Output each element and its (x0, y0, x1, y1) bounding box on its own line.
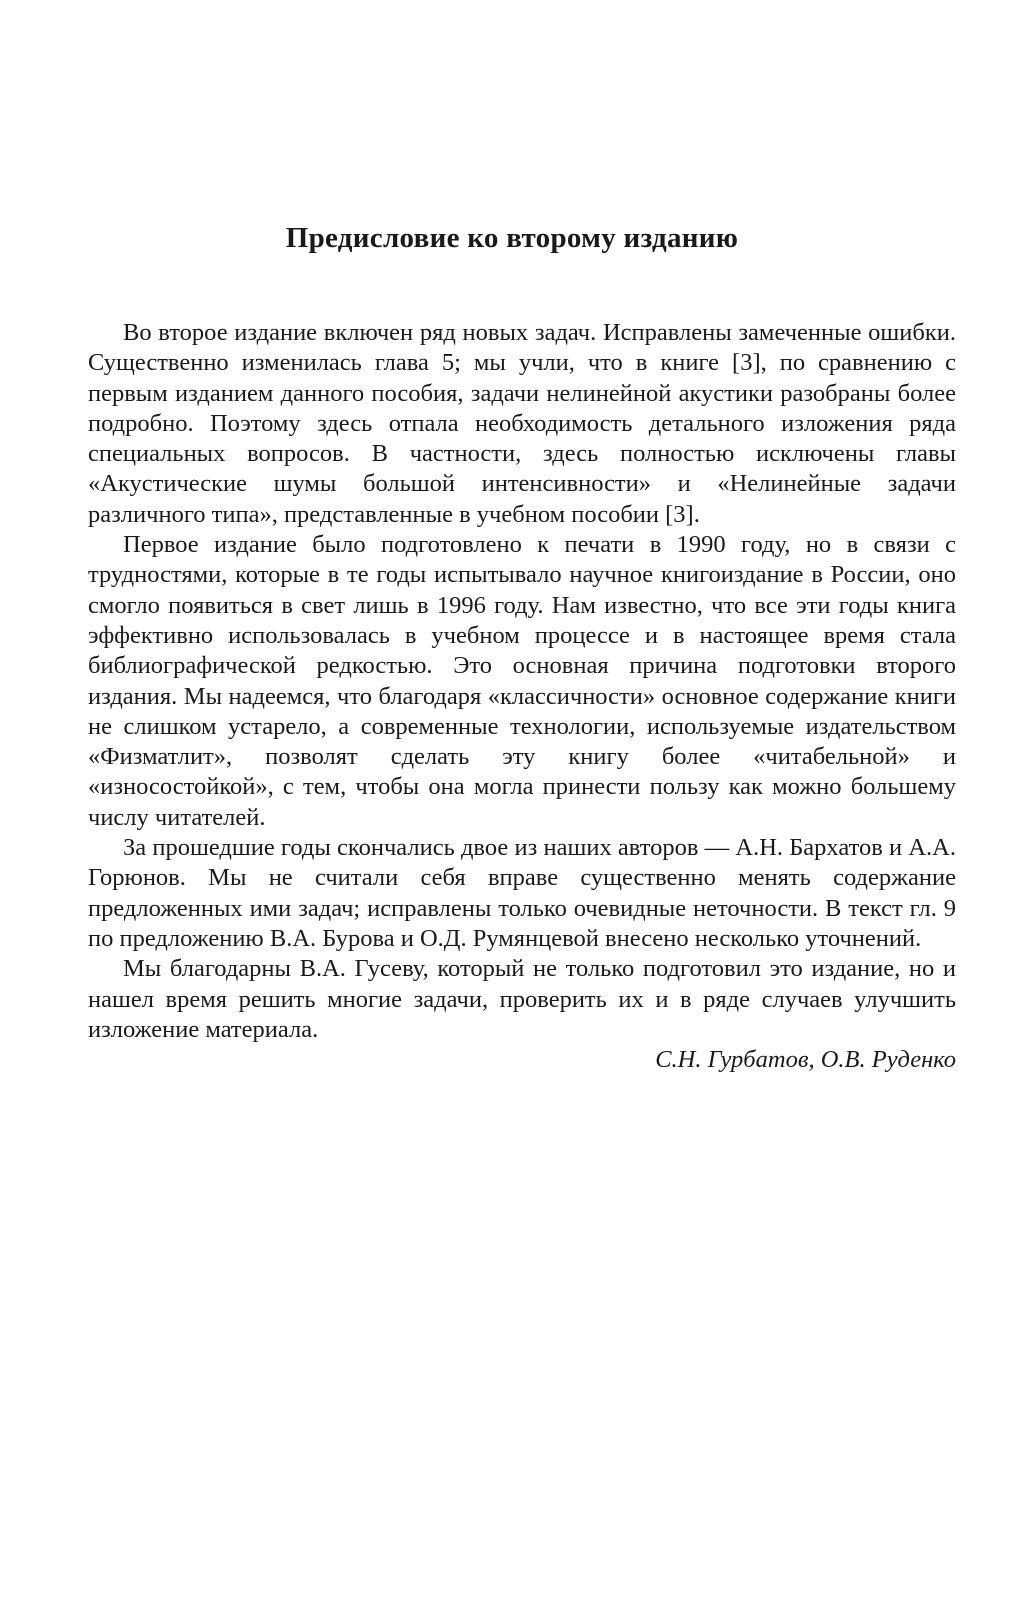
paragraph-3: За прошедшие годы скончались двое из наших авторов — А.Н. Бархатов и А.А. Горюнов. Мы не считали себя вправе существенно менять содержание предложенных ими задач; исправлены только очевидные неточности. В текст гл. 9 по предложению В.А. Бурова и О.Д. Румянцевой внесено несколько уточнений. (88, 834, 956, 952)
paragraph-2: Первое издание было подготовлено к печати в 1990 году, но в связи с трудностями, которые в те годы испытывало научное книгоиздание в России, оно смогло появиться в свет лишь в 1996 году. Нам известно, что все эти годы книга эффективно использовалась в учебном процессе и в настоящее время стала библиографической редкостью. Это основная причина подготовки второго издания. Мы надеемся, что благодаря «классичности» основное содержание книги не слишком устарело, а современные технологии, используемые издательством «Физматлит», позволят сделать эту книгу более «читабельной» и «износостойкой», с тем, чтобы она могла принести пользу как можно большему числу читателей. (88, 531, 956, 831)
preface-body (88, 318, 956, 1075)
paragraph-1: Во второе издание включен ряд новых задач. Исправлены замеченные ошибки. Существенно изменилась глава 5; мы учли, что в книге [3], по сравнению с первым изданием данного пособия, задачи нелинейной акустики разобраны более подробно. Поэтому здесь отпала необходимость детального изложения ряда специальных вопросов. В частности, здесь полностью исключены главы «Акустические шумы большой интенсивности» и «Нелинейные задачи различного типа», представленные в учебном пособии [3]. (88, 319, 956, 528)
author-signature: С.Н. Гурбатов, О.В. Руденко (655, 1046, 956, 1074)
page-title: Предисловие ко второму изданию (285, 222, 739, 254)
paragraph-4: Мы благодарны В.А. Гусеву, который не только подготовил это издание, но и нашел время решить многие задачи, проверить их и в ряде случаев улучшить изложение материала. (88, 955, 956, 1043)
